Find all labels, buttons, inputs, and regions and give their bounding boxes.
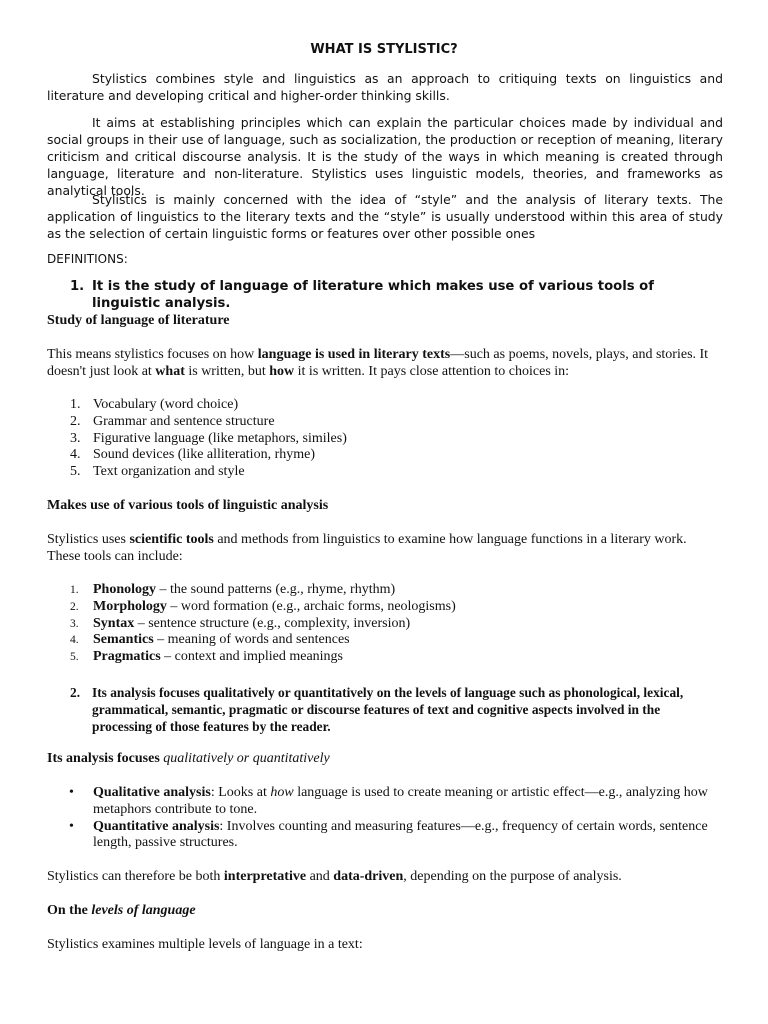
definition-1-number: 1. [70,279,85,294]
section-3-summary: Stylistics can therefore be both interpretative and data-driven, depending on the purpose of analysis. [47,869,622,884]
list-item: 2. Grammar and sentence structure [70,413,275,429]
list-item: 1. Vocabulary (word choice) [70,397,239,412]
section-4-heading: On the levels of language [47,903,196,918]
page-title: WHAT IS STYLISTIC? [310,42,458,57]
intro-paragraph-3 [47,191,723,242]
section-2-list [47,582,456,666]
section-3-bullets [47,785,722,852]
definition-2 [70,684,720,735]
definition-2-number: 2. [70,685,81,700]
section-2-paragraph: Stylistics uses scientific tools and methods from linguistics to examine how language functions in a literary work. These tools can include: [47,532,687,564]
section-1-list [47,397,347,481]
intro-paragraph-1-text: Stylistics combines style and linguistics as an approach to critiquing texts on linguistics and literature and developing critical and higher-order thinking skills. [47,71,723,103]
list-item: 5. Text organization and style [70,464,245,480]
section-1-heading: Study of language of literature [47,313,230,328]
intro-paragraph-1 [47,70,723,104]
definitions-label: DEFINITIONS: [47,252,128,266]
section-3-heading: Its analysis focuses qualitatively or quantitatively [47,751,330,766]
intro-paragraph-2-text: It aims at establishing principles which can explain the particular choices made by individual and social groups in their use of language, such as socialization, the production or reception of meaning, literary criticism and critical discourse analysis. It is the study of the ways in which meaning is created through language, literature and non-literature. Stylistics uses linguistic models, theories, and frameworks as analytical tools. [47,115,723,198]
section-4-text: Stylistics examines multiple levels of language in a text: [47,937,363,952]
list-item: 1. Phonology – the sound patterns (e.g., rhyme, rhythm) [70,582,396,597]
definition-1-text: It is the study of language of literature which makes use of various tools of linguistic analysis. [92,279,654,311]
list-item: 5. Pragmatics – context and implied meanings [70,649,344,665]
list-item: 4. Sound devices (like alliteration, rhyme) [70,447,315,463]
section-2-heading: Makes use of various tools of linguistic analysis [47,498,329,513]
list-item: 4. Semantics – meaning of words and sentences [70,632,350,648]
list-item: • Qualitative analysis: Looks at how language is used to create meaning or artistic effect—e.g., analyzing how metaphors contribute to tone. [69,785,708,817]
definition-2-text: Its analysis focuses qualitatively or quantitatively on the levels of language such as phonological, lexical, grammatical, semantic, pragmatic or discourse features of text and cognitive aspects involved in the processing of those features by the reader. [92,685,684,734]
section-1-paragraph: This means stylistics focuses on how language is used in literary texts—such as poems, novels, plays, and stories. It doesn't just look at what is written, but how it is written. It pays close attention to choices in: [47,347,709,379]
list-item: • Quantitative analysis: Involves counting and measuring features—e.g., frequency of certain words, sentence length, passive structures. [69,818,708,851]
intro-paragraph-2 [47,114,723,199]
definition-1 [70,278,720,312]
list-item: 2. Morphology – word formation (e.g., archaic forms, neologisms) [70,598,456,614]
list-item: 3. Syntax – sentence structure (e.g., complexity, inversion) [70,615,411,631]
intro-paragraph-3-text: Stylistics is mainly concerned with the idea of “style” and the analysis of literary texts. The application of linguistics to the literary texts and the “style” is usually understood within this area of study as the selection of certain linguistic forms or features over other possible ones [47,192,723,241]
list-item: 3. Figurative language (like metaphors, similes) [70,430,347,446]
